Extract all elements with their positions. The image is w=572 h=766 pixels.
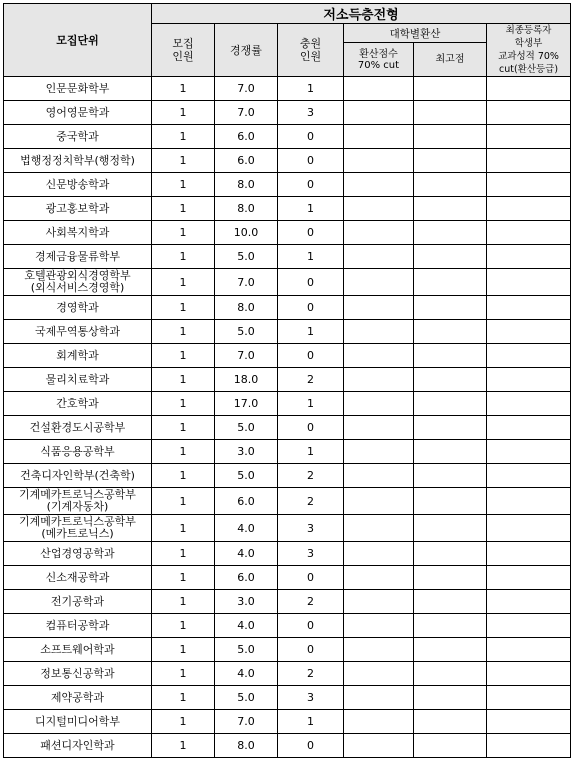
filled-cell: 0 bbox=[278, 296, 344, 320]
recruit-cell: 1 bbox=[152, 590, 215, 614]
filled-cell: 1 bbox=[278, 77, 344, 101]
conversion-score-cell bbox=[344, 197, 414, 221]
unit-cell bbox=[4, 416, 152, 440]
table-row bbox=[4, 464, 571, 488]
table-row bbox=[4, 320, 571, 344]
unit-cell bbox=[4, 686, 152, 710]
filled-cell: 0 bbox=[278, 734, 344, 758]
unit-cell bbox=[4, 269, 152, 296]
table-row bbox=[4, 344, 571, 368]
top-score-cell bbox=[414, 662, 487, 686]
rate-cell: 8.0 bbox=[215, 197, 278, 221]
top-score-cell bbox=[414, 440, 487, 464]
conversion-score-cell bbox=[344, 710, 414, 734]
conversion-score-cell bbox=[344, 662, 414, 686]
top-score-cell bbox=[414, 149, 487, 173]
unit-cell bbox=[4, 488, 152, 515]
rate-cell: 7.0 bbox=[215, 269, 278, 296]
unit-text: 간호학과 bbox=[56, 396, 99, 410]
conversion-score-cell bbox=[344, 245, 414, 269]
unit-cell bbox=[4, 344, 152, 368]
top-score-cell bbox=[414, 368, 487, 392]
unit-cell bbox=[4, 149, 152, 173]
table-row bbox=[4, 542, 571, 566]
unit-cell bbox=[4, 221, 152, 245]
filled-cell: 0 bbox=[278, 638, 344, 662]
top-score-cell bbox=[414, 221, 487, 245]
final-registrant-cell bbox=[487, 440, 571, 464]
top-score-cell bbox=[414, 320, 487, 344]
unit-cell bbox=[4, 197, 152, 221]
table-body bbox=[4, 77, 571, 758]
final-registrant-cell bbox=[487, 320, 571, 344]
conversion-score-cell bbox=[344, 368, 414, 392]
unit-text: 디지털미디어학부 bbox=[34, 714, 120, 728]
recruit-cell: 1 bbox=[152, 662, 215, 686]
recruit-cell: 1 bbox=[152, 221, 215, 245]
unit-text: 기계메카트로닉스공학부 bbox=[19, 488, 136, 501]
unit-text: 소프트웨어학과 bbox=[40, 642, 115, 656]
top-score-cell bbox=[414, 638, 487, 662]
unit-text: (기계자동차) bbox=[46, 500, 109, 513]
recruit-cell: 1 bbox=[152, 173, 215, 197]
final-registrant-cell bbox=[487, 566, 571, 590]
filled-cell: 1 bbox=[278, 197, 344, 221]
rate-cell: 8.0 bbox=[215, 734, 278, 758]
unit-text: 경제금융물류학부 bbox=[34, 249, 120, 263]
final-registrant-cell bbox=[487, 296, 571, 320]
conversion-score-cell bbox=[344, 440, 414, 464]
conversion-score-cell bbox=[344, 221, 414, 245]
conversion-score-cell bbox=[344, 734, 414, 758]
rate-cell: 7.0 bbox=[215, 101, 278, 125]
rate-cell: 4.0 bbox=[215, 542, 278, 566]
filled-cell: 0 bbox=[278, 269, 344, 296]
final-registrant-cell bbox=[487, 662, 571, 686]
univ-conversion-header: 대학별환산 bbox=[344, 24, 487, 43]
table-row bbox=[4, 686, 571, 710]
filled-cell: 0 bbox=[278, 416, 344, 440]
group-title: 저소득층전형 bbox=[152, 4, 571, 24]
final-registrant-cell bbox=[487, 368, 571, 392]
conversion-score-cell bbox=[344, 686, 414, 710]
recruit-cell: 1 bbox=[152, 542, 215, 566]
unit-cell bbox=[4, 101, 152, 125]
filled-cell: 0 bbox=[278, 221, 344, 245]
final-registrant-cell bbox=[487, 488, 571, 515]
table-row bbox=[4, 734, 571, 758]
final-registrant-cell bbox=[487, 542, 571, 566]
unit-cell bbox=[4, 464, 152, 488]
table-row bbox=[4, 245, 571, 269]
top-score-cell bbox=[414, 77, 487, 101]
table-row bbox=[4, 515, 571, 542]
unit-text: 정보통신공학과 bbox=[40, 666, 115, 680]
final-registrant-cell bbox=[487, 149, 571, 173]
filled-cell: 0 bbox=[278, 173, 344, 197]
top-score-cell bbox=[414, 344, 487, 368]
rate-cell: 3.0 bbox=[215, 590, 278, 614]
unit-text: 기계메카트로닉스공학부 bbox=[19, 515, 136, 528]
rate-cell: 7.0 bbox=[215, 77, 278, 101]
filled-cell: 0 bbox=[278, 566, 344, 590]
filled-cell: 2 bbox=[278, 662, 344, 686]
filled-cell: 3 bbox=[278, 542, 344, 566]
top-score-cell bbox=[414, 245, 487, 269]
rate-cell: 6.0 bbox=[215, 566, 278, 590]
conversion-score-cell bbox=[344, 125, 414, 149]
unit-text: 광고홍보학과 bbox=[45, 201, 110, 215]
filled-cell: 3 bbox=[278, 101, 344, 125]
conversion-score-cell bbox=[344, 269, 414, 296]
top-score-cell bbox=[414, 296, 487, 320]
unit-cell bbox=[4, 614, 152, 638]
rate-header: 경쟁률 bbox=[215, 24, 278, 77]
table-row bbox=[4, 368, 571, 392]
conversion-score-cell bbox=[344, 464, 414, 488]
unit-cell bbox=[4, 368, 152, 392]
final-registrant-cell bbox=[487, 392, 571, 416]
filled-cell: 1 bbox=[278, 245, 344, 269]
filled-cell: 2 bbox=[278, 368, 344, 392]
unit-text: 신소재공학과 bbox=[45, 570, 110, 584]
final-registrant-cell bbox=[487, 221, 571, 245]
final-registrant-cell bbox=[487, 125, 571, 149]
rate-cell: 5.0 bbox=[215, 416, 278, 440]
top-score-cell bbox=[414, 392, 487, 416]
unit-text: 호텔관광외식경영학부 bbox=[24, 269, 131, 282]
recruit-cell: 1 bbox=[152, 77, 215, 101]
unit-cell bbox=[4, 392, 152, 416]
rate-cell: 4.0 bbox=[215, 515, 278, 542]
unit-text: 영어영문학과 bbox=[45, 105, 110, 119]
table-row bbox=[4, 269, 571, 296]
unit-text: (외식서비스경영학) bbox=[30, 281, 125, 294]
recruit-cell: 1 bbox=[152, 344, 215, 368]
filled-cell: 1 bbox=[278, 710, 344, 734]
unit-cell bbox=[4, 662, 152, 686]
final-registrant-header: 최종등록자 학생부 교과성적 70% cut(환산등급) bbox=[487, 24, 571, 77]
conversion-score-cell bbox=[344, 77, 414, 101]
final-registrant-cell bbox=[487, 77, 571, 101]
top-score-cell bbox=[414, 488, 487, 515]
unit-cell bbox=[4, 320, 152, 344]
unit-text: 인문문화학부 bbox=[45, 81, 110, 95]
top-score-cell bbox=[414, 566, 487, 590]
rate-cell: 3.0 bbox=[215, 440, 278, 464]
rate-cell: 5.0 bbox=[215, 638, 278, 662]
final-registrant-cell bbox=[487, 614, 571, 638]
unit-text: 건축디자인학부(건축학) bbox=[20, 468, 135, 482]
recruit-cell: 1 bbox=[152, 638, 215, 662]
unit-cell bbox=[4, 542, 152, 566]
rate-cell: 10.0 bbox=[215, 221, 278, 245]
unit-text: 컴퓨터공학과 bbox=[45, 618, 110, 632]
top-score-header: 최고점 bbox=[414, 43, 487, 77]
top-score-cell bbox=[414, 269, 487, 296]
top-score-cell bbox=[414, 710, 487, 734]
rate-cell: 6.0 bbox=[215, 149, 278, 173]
unit-text: 중국학과 bbox=[56, 129, 99, 143]
unit-text: 경영학과 bbox=[56, 300, 99, 314]
rate-cell: 5.0 bbox=[215, 245, 278, 269]
filled-cell: 1 bbox=[278, 440, 344, 464]
rate-cell: 8.0 bbox=[215, 296, 278, 320]
recruit-cell: 1 bbox=[152, 125, 215, 149]
top-score-cell bbox=[414, 686, 487, 710]
filled-cell: 0 bbox=[278, 149, 344, 173]
rate-cell: 4.0 bbox=[215, 614, 278, 638]
rate-cell: 7.0 bbox=[215, 344, 278, 368]
table-row bbox=[4, 296, 571, 320]
unit-cell bbox=[4, 125, 152, 149]
top-score-cell bbox=[414, 101, 487, 125]
unit-cell bbox=[4, 245, 152, 269]
final-registrant-cell bbox=[487, 734, 571, 758]
unit-cell bbox=[4, 77, 152, 101]
table-row bbox=[4, 149, 571, 173]
filled-cell: 1 bbox=[278, 320, 344, 344]
conversion-score-cell bbox=[344, 173, 414, 197]
recruit-cell: 1 bbox=[152, 464, 215, 488]
unit-cell bbox=[4, 638, 152, 662]
conversion-score-cell bbox=[344, 416, 414, 440]
unit-text: 산업경영공학과 bbox=[40, 546, 115, 560]
final-registrant-cell bbox=[487, 269, 571, 296]
top-score-cell bbox=[414, 590, 487, 614]
recruit-cell: 1 bbox=[152, 566, 215, 590]
recruit-cell: 1 bbox=[152, 488, 215, 515]
unit-text: 국제무역통상학과 bbox=[34, 324, 120, 338]
unit-header: 모집단위 bbox=[4, 4, 152, 77]
top-score-cell bbox=[414, 197, 487, 221]
final-registrant-cell bbox=[487, 464, 571, 488]
filled-cell: 3 bbox=[278, 515, 344, 542]
final-registrant-cell bbox=[487, 686, 571, 710]
final-registrant-cell bbox=[487, 173, 571, 197]
table-row bbox=[4, 488, 571, 515]
conversion-score-cell bbox=[344, 614, 414, 638]
rate-cell: 5.0 bbox=[215, 320, 278, 344]
final-registrant-cell bbox=[487, 590, 571, 614]
unit-text: 회계학과 bbox=[56, 348, 99, 362]
rate-cell: 6.0 bbox=[215, 488, 278, 515]
recruit-cell: 1 bbox=[152, 269, 215, 296]
filled-cell: 1 bbox=[278, 392, 344, 416]
rate-cell: 8.0 bbox=[215, 173, 278, 197]
table-row bbox=[4, 221, 571, 245]
table-row bbox=[4, 440, 571, 464]
unit-text: 법행정정치학부(행정학) bbox=[20, 153, 135, 167]
conversion-score-cell bbox=[344, 488, 414, 515]
unit-text: 제약공학과 bbox=[50, 690, 105, 704]
unit-text: 건설환경도시공학부 bbox=[29, 420, 126, 434]
recruit-cell: 1 bbox=[152, 368, 215, 392]
rate-cell: 5.0 bbox=[215, 464, 278, 488]
final-registrant-cell bbox=[487, 197, 571, 221]
top-score-cell bbox=[414, 173, 487, 197]
top-score-cell bbox=[414, 416, 487, 440]
final-registrant-cell bbox=[487, 245, 571, 269]
table-row bbox=[4, 101, 571, 125]
recruit-cell: 1 bbox=[152, 515, 215, 542]
filled-cell: 2 bbox=[278, 488, 344, 515]
conversion-score-cell bbox=[344, 101, 414, 125]
recruit-cell: 1 bbox=[152, 416, 215, 440]
unit-text: 신문방송학과 bbox=[45, 177, 110, 191]
rate-cell: 4.0 bbox=[215, 662, 278, 686]
recruit-cell: 1 bbox=[152, 686, 215, 710]
recruit-cell: 1 bbox=[152, 101, 215, 125]
table-row bbox=[4, 638, 571, 662]
table-row bbox=[4, 710, 571, 734]
unit-text: (메카트로닉스) bbox=[41, 527, 114, 540]
recruit-cell: 1 bbox=[152, 245, 215, 269]
final-registrant-cell bbox=[487, 416, 571, 440]
unit-cell bbox=[4, 566, 152, 590]
table-row bbox=[4, 614, 571, 638]
unit-cell bbox=[4, 710, 152, 734]
filled-cell: 0 bbox=[278, 125, 344, 149]
top-score-cell bbox=[414, 515, 487, 542]
table-row bbox=[4, 173, 571, 197]
filled-cell: 3 bbox=[278, 686, 344, 710]
table-row bbox=[4, 662, 571, 686]
top-score-cell bbox=[414, 542, 487, 566]
rate-cell: 5.0 bbox=[215, 686, 278, 710]
unit-cell bbox=[4, 590, 152, 614]
filled-cell: 0 bbox=[278, 344, 344, 368]
recruit-cell: 1 bbox=[152, 149, 215, 173]
recruit-cell: 1 bbox=[152, 197, 215, 221]
unit-text: 식품응용공학부 bbox=[40, 444, 115, 458]
conversion-score-cell bbox=[344, 296, 414, 320]
unit-cell bbox=[4, 515, 152, 542]
recruit-cell: 1 bbox=[152, 614, 215, 638]
unit-text: 사회복지학과 bbox=[45, 225, 110, 239]
final-registrant-cell bbox=[487, 710, 571, 734]
filled-cell: 2 bbox=[278, 464, 344, 488]
conversion-score-cell bbox=[344, 392, 414, 416]
admission-results-table bbox=[3, 3, 571, 758]
recruit-cell: 1 bbox=[152, 710, 215, 734]
recruit-cell: 1 bbox=[152, 320, 215, 344]
unit-text: 패션디자인학과 bbox=[40, 738, 115, 752]
final-registrant-cell bbox=[487, 344, 571, 368]
top-score-cell bbox=[414, 734, 487, 758]
final-registrant-cell bbox=[487, 638, 571, 662]
conversion-score-cell bbox=[344, 515, 414, 542]
table-row bbox=[4, 197, 571, 221]
unit-cell bbox=[4, 440, 152, 464]
top-score-cell bbox=[414, 464, 487, 488]
top-score-cell bbox=[414, 614, 487, 638]
conversion-score-cell bbox=[344, 566, 414, 590]
unit-cell bbox=[4, 734, 152, 758]
unit-cell bbox=[4, 173, 152, 197]
conversion-score-header: 환산점수 70% cut bbox=[344, 43, 414, 77]
recruit-header: 모집 인원 bbox=[152, 24, 215, 77]
filled-header: 충원 인원 bbox=[278, 24, 344, 77]
rate-cell: 6.0 bbox=[215, 125, 278, 149]
filled-cell: 0 bbox=[278, 614, 344, 638]
rate-cell: 7.0 bbox=[215, 710, 278, 734]
conversion-score-cell bbox=[344, 638, 414, 662]
table-row bbox=[4, 566, 571, 590]
final-registrant-cell bbox=[487, 101, 571, 125]
table-row bbox=[4, 590, 571, 614]
top-score-cell bbox=[414, 125, 487, 149]
rate-cell: 18.0 bbox=[215, 368, 278, 392]
table-row bbox=[4, 125, 571, 149]
unit-cell bbox=[4, 296, 152, 320]
rate-cell: 17.0 bbox=[215, 392, 278, 416]
table-row bbox=[4, 416, 571, 440]
table-row bbox=[4, 392, 571, 416]
conversion-score-cell bbox=[344, 590, 414, 614]
final-registrant-cell bbox=[487, 515, 571, 542]
unit-text: 물리치료학과 bbox=[45, 372, 110, 386]
conversion-score-cell bbox=[344, 542, 414, 566]
recruit-cell: 1 bbox=[152, 296, 215, 320]
unit-text: 전기공학과 bbox=[50, 594, 105, 608]
conversion-score-cell bbox=[344, 149, 414, 173]
recruit-cell: 1 bbox=[152, 440, 215, 464]
filled-cell: 2 bbox=[278, 590, 344, 614]
conversion-score-cell bbox=[344, 344, 414, 368]
table-row bbox=[4, 77, 571, 101]
conversion-score-cell bbox=[344, 320, 414, 344]
recruit-cell: 1 bbox=[152, 734, 215, 758]
recruit-cell: 1 bbox=[152, 392, 215, 416]
